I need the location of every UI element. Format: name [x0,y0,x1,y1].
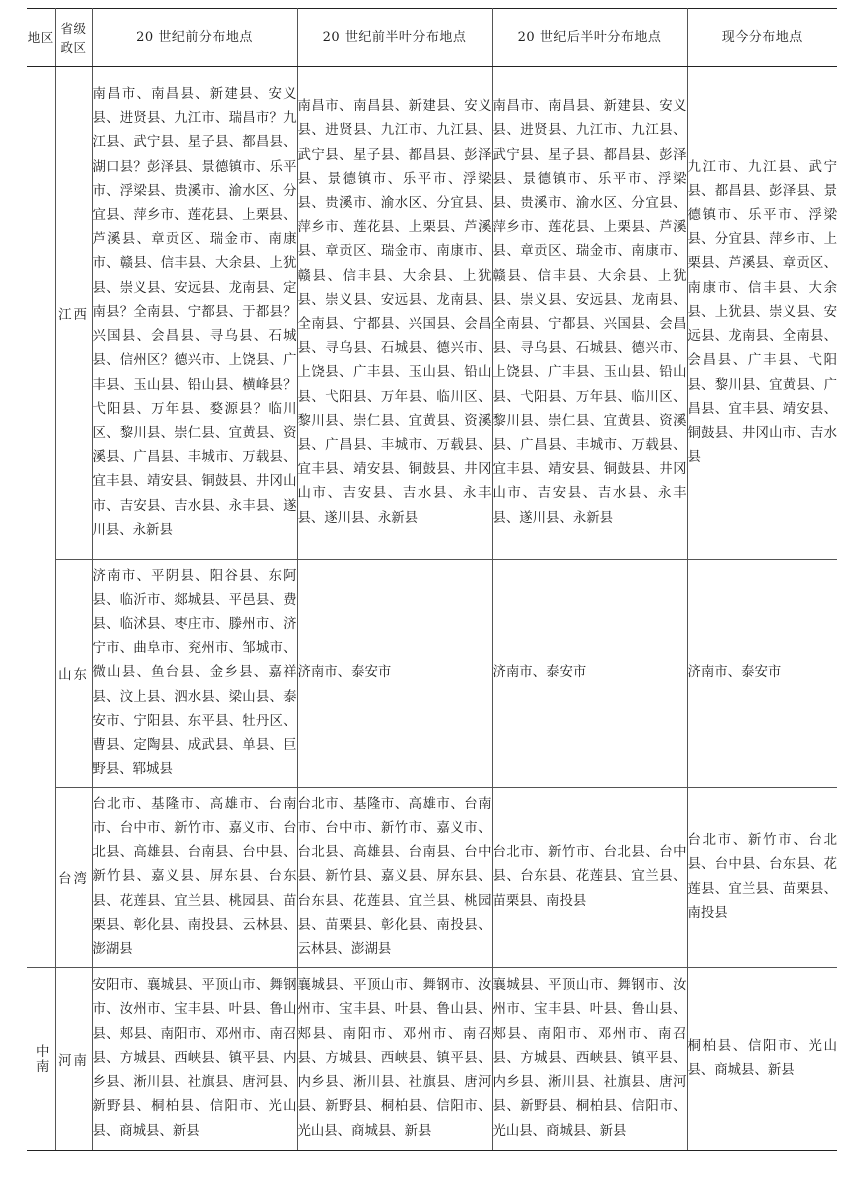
header-second-half: 20 世纪后半叶分布地点 [492,9,687,67]
first-half-cell: 济南市、泰安市 [297,560,492,788]
current-cell: 台北市、新竹市、台北县、台中县、台东县、花莲县、宜兰县、苗栗县、南投县 [687,788,837,968]
second-half-cell: 南昌市、南昌县、新建县、安义县、进贤县、九江市、九江县、武宁县、星子县、都昌县、彭泽县、景德镇市、乐平市、浮梁县、贵溪市、渝水区、分宜县、萍乡市、莲花县、上栗县、芦溪县、章贡区、瑞金市、南康市、赣县、信丰县、大余县、上犹县、崇义县、安远县、龙南县、全南县、宁都县、兴国县、会昌县、寻乌县、石城县、德兴市、上饶县、广丰县、玉山县、铅山县、弋阳县、万年县、临川区、黎川县、崇仁县、宜黄县、资溪县、广昌县、丰城市、万载县、宜丰县、靖安县、铜鼓县、井冈山市、吉安县、吉水县、永丰县、遂川县、永新县 [492,67,687,560]
distribution-table [27,8,837,1151]
header-current: 现今分布地点 [687,9,837,67]
table-row [27,67,837,560]
distribution-table-page [27,8,837,1151]
province-cell: 江西 [55,67,92,560]
region-cell-east [27,67,55,968]
first-half-cell: 襄城县、平顶山市、舞钢市、汝州市、宝丰县、叶县、鲁山县、郏县、南阳市、邓州市、南召县、方城县、西峡县、镇平县、内乡县、淅川县、社旗县、唐河县、新野县、桐柏县、信阳市、光山县、商城县、新县 [297,968,492,1151]
second-half-cell: 济南市、泰安市 [492,560,687,788]
header-early20: 20 世纪前分布地点 [92,9,297,67]
current-cell: 济南市、泰安市 [687,560,837,788]
region-cell-central-south: 中南 [27,968,55,1151]
early20-cell: 济南市、平阴县、阳谷县、东阿县、临沂市、郯城县、平邑县、费县、临沭县、枣庄市、滕州市、济宁市、曲阜市、兖州市、邹城市、微山县、鱼台县、金乡县、嘉祥县、汶上县、泗水县、梁山县、泰安市、宁阳县、东平县、牡丹区、曹县、定陶县、成武县、单县、巨野县、郓城县 [92,560,297,788]
header-first-half: 20 世纪前半叶分布地点 [297,9,492,67]
second-half-cell: 台北市、新竹市、台北县、台中县、台东县、花莲县、宜兰县、苗栗县、南投县 [492,788,687,968]
province-cell: 山东 [55,560,92,788]
early20-cell: 安阳市、襄城县、平顶山市、舞钢市、汝州市、宝丰县、叶县、鲁山县、郏县、南阳市、邓州市、南召县、方城县、西峡县、镇平县、内乡县、淅川县、社旗县、唐河县、新野县、桐柏县、信阳市、光山县、商城县、新县 [92,968,297,1151]
early20-cell: 南昌市、南昌县、新建县、安义县、进贤县、九江市、瑞昌市？九江县、武宁县、星子县、都昌县、湖口县？彭泽县、景德镇市、乐平市、浮梁县、贵溪市、渝水区、分宜县、萍乡市、莲花县、上栗县、芦溪县、章贡区、瑞金市、南康市、赣县、信丰县、大余县、上犹县、崇义县、安远县、龙南县、定南县？全南县、宁都县、于都县？兴国县、会昌县、寻乌县、石城县、信州区？德兴市、上饶县、广丰县、玉山县、铅山县、横峰县？弋阳县、万年县、婺源县？临川区、黎川县、崇仁县、宜黄县、资溪县、广昌县、丰城市、万载县、宜丰县、靖安县、铜鼓县、井冈山市、吉安县、吉水县、永丰县、遂川县、永新县 [92,67,297,560]
first-half-cell: 台北市、基隆市、高雄市、台南市、台中市、新竹市、嘉义市、台北县、高雄县、台南县、台中县、新竹县、嘉义县、屏东县、台东县、花莲县、宜兰县、桃园县、苗栗县、彰化县、南投县、云林县、澎湖县 [297,788,492,968]
header-region: 地区 [27,9,55,67]
current-cell: 九江市、九江县、武宁县、都昌县、彭泽县、景德镇市、乐平市、浮梁县、分宜县、萍乡市、上栗县、芦溪县、章贡区、南康市、信丰县、大余县、上犹县、崇义县、安远县、龙南县、全南县、会昌县、广丰县、弋阳县、黎川县、宜黄县、广昌县、宜丰县、靖安县、铜鼓县、井冈山市、吉水县 [687,67,837,560]
first-half-cell: 南昌市、南昌县、新建县、安义县、进贤县、九江市、九江县、武宁县、星子县、都昌县、彭泽县、景德镇市、乐平市、浮梁县、贵溪市、渝水区、分宜县、萍乡市、莲花县、上栗县、芦溪县、章贡区、瑞金市、南康市、赣县、信丰县、大余县、上犹县、崇义县、安远县、龙南县、全南县、宁都县、兴国县、会昌县、寻乌县、石城县、德兴市、上饶县、广丰县、玉山县、铅山县、弋阳县、万年县、临川区、黎川县、崇仁县、宜黄县、资溪县、广昌县、丰城市、万载县、宜丰县、靖安县、铜鼓县、井冈山市、吉安县、吉水县、永丰县、遂川县、永新县 [297,67,492,560]
province-cell: 河南 [55,968,92,1151]
table-row [27,968,837,1151]
table-row [27,560,837,788]
table-row [27,788,837,968]
current-cell: 桐柏县、信阳市、光山县、商城县、新县 [687,968,837,1151]
early20-cell: 台北市、基隆市、高雄市、台南市、台中市、新竹市、嘉义市、台北县、高雄县、台南县、台中县、新竹县、嘉义县、屏东县、台东县、花莲县、宜兰县、桃园县、苗栗县、彰化县、南投县、云林县、澎湖县 [92,788,297,968]
province-cell: 台湾 [55,788,92,968]
header-row [27,9,837,67]
second-half-cell: 襄城县、平顶山市、舞钢市、汝州市、宝丰县、叶县、鲁山县、郏县、南阳市、邓州市、南召县、方城县、西峡县、镇平县、内乡县、淅川县、社旗县、唐河县、新野县、桐柏县、信阳市、光山县、商城县、新县 [492,968,687,1151]
header-province: 省级政区 [55,9,92,67]
